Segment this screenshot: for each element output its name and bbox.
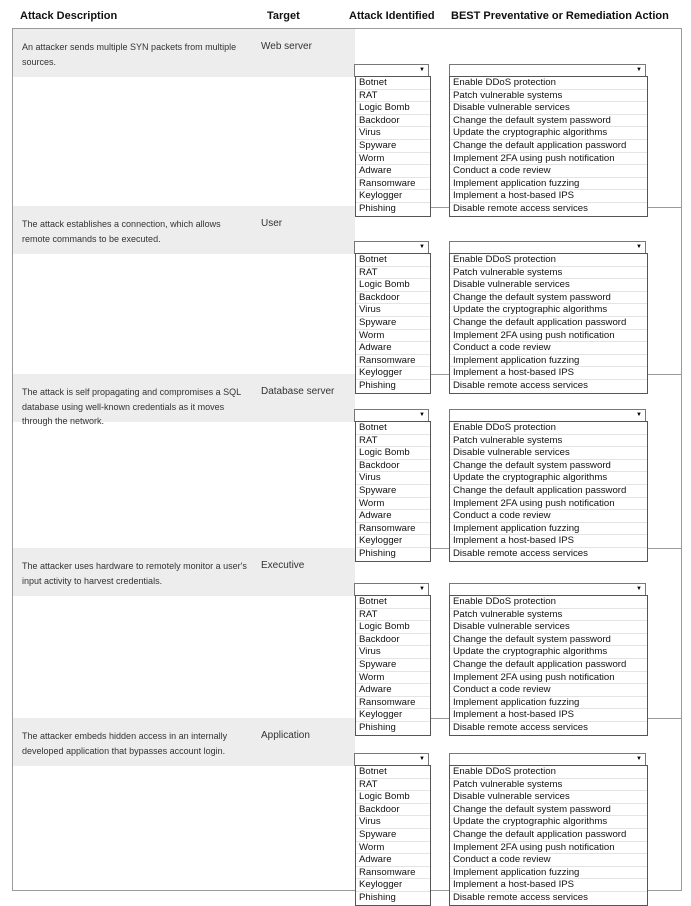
attack-option[interactable]: Ransomware <box>356 523 430 536</box>
attack-option[interactable]: Backdoor <box>356 804 430 817</box>
attack-option[interactable]: Phishing <box>359 891 396 903</box>
attack-option[interactable]: Phishing <box>359 721 396 733</box>
target-label: Executive <box>261 560 305 571</box>
action-option[interactable]: Patch vulnerable systems <box>450 90 647 103</box>
attack-option[interactable]: Virus <box>356 127 430 140</box>
action-option[interactable]: Disable vulnerable services <box>450 279 647 292</box>
attack-option[interactable]: Worm <box>356 330 430 343</box>
attack-option[interactable]: RAT <box>356 779 430 792</box>
action-option[interactable]: Disable remote access services <box>453 379 588 391</box>
attack-options-list <box>355 765 431 906</box>
attack-option[interactable]: Phishing <box>359 547 396 559</box>
action-option[interactable]: Disable remote access services <box>453 721 588 733</box>
attack-option[interactable]: Keylogger <box>356 190 430 203</box>
action-option[interactable]: Change the default application password <box>450 659 647 672</box>
attack-options-list <box>355 595 431 736</box>
action-option[interactable]: Enable DDoS protection <box>450 422 647 435</box>
attack-option[interactable]: Ransomware <box>356 178 430 191</box>
action-option[interactable]: Disable vulnerable services <box>450 791 647 804</box>
action-option[interactable]: Enable DDoS protection <box>450 766 647 779</box>
chevron-down-icon: ▼ <box>636 244 642 250</box>
attack-option[interactable]: Backdoor <box>356 460 430 473</box>
action-option[interactable]: Implement application fuzzing <box>450 355 647 368</box>
action-options-list <box>449 595 648 736</box>
attack-option[interactable]: Worm <box>356 498 430 511</box>
action-option[interactable]: Enable DDoS protection <box>450 596 647 609</box>
target-label: User <box>261 218 283 229</box>
action-option[interactable]: Update the cryptographic algorithms <box>450 127 647 140</box>
attack-option[interactable]: Botnet <box>356 422 430 435</box>
attack-description: The attack establishes a connection, which allows remote commands to be executed. <box>22 219 221 244</box>
attack-options-list <box>355 421 431 562</box>
attack-option[interactable]: Ransomware <box>356 697 430 710</box>
chevron-down-icon: ▼ <box>419 586 425 592</box>
action-option[interactable]: Implement application fuzzing <box>450 697 647 710</box>
chevron-down-icon: ▼ <box>636 67 642 73</box>
attack-option[interactable]: Spyware <box>356 829 430 842</box>
action-options-list <box>449 76 648 217</box>
question-row <box>12 718 682 903</box>
action-option[interactable]: Implement a host-based IPS <box>450 367 647 380</box>
attack-option[interactable]: Keylogger <box>356 535 430 548</box>
attack-description: The attacker embeds hidden access in an internally developed application that bypasses account login. <box>22 731 228 756</box>
action-option[interactable]: Update the cryptographic algorithms <box>450 472 647 485</box>
attack-description: The attack is self propagating and compromises a SQL database using well-known credentials as it moves through the network. <box>22 387 241 426</box>
attack-option[interactable]: Botnet <box>356 77 430 90</box>
attack-option[interactable]: Adware <box>356 165 430 178</box>
attack-option[interactable]: Spyware <box>356 659 430 672</box>
action-option[interactable]: Change the default application password <box>450 317 647 330</box>
attack-option[interactable]: Keylogger <box>356 709 430 722</box>
table-header <box>0 0 691 28</box>
attack-option[interactable]: Backdoor <box>356 115 430 128</box>
action-option[interactable]: Update the cryptographic algorithms <box>450 304 647 317</box>
action-option[interactable]: Implement a host-based IPS <box>450 879 647 892</box>
action-option[interactable]: Change the default application password <box>450 140 647 153</box>
attack-option[interactable]: Logic Bomb <box>356 791 430 804</box>
action-option[interactable]: Patch vulnerable systems <box>450 435 647 448</box>
action-option[interactable]: Disable vulnerable services <box>450 102 647 115</box>
attack-option[interactable]: Worm <box>356 672 430 685</box>
attack-description: The attacker uses hardware to remotely monitor a user's input activity to harvest credentials. <box>22 561 247 586</box>
attack-options-list <box>355 253 431 394</box>
chevron-down-icon: ▼ <box>419 412 425 418</box>
attack-option[interactable]: Botnet <box>356 254 430 267</box>
action-option[interactable]: Conduct a code review <box>450 165 647 178</box>
chevron-down-icon: ▼ <box>419 244 425 250</box>
attack-option[interactable]: Botnet <box>356 766 430 779</box>
target-label: Web server <box>261 41 312 52</box>
action-option[interactable]: Implement application fuzzing <box>450 867 647 880</box>
action-option[interactable]: Implement a host-based IPS <box>450 535 647 548</box>
attack-option[interactable]: Spyware <box>356 317 430 330</box>
attack-option[interactable]: Worm <box>356 842 430 855</box>
attack-option[interactable]: Logic Bomb <box>356 447 430 460</box>
action-option[interactable]: Implement application fuzzing <box>450 523 647 536</box>
attack-option[interactable]: Logic Bomb <box>356 621 430 634</box>
attack-option[interactable]: Backdoor <box>356 634 430 647</box>
action-option[interactable]: Implement 2FA using push notification <box>450 498 647 511</box>
action-option[interactable]: Disable vulnerable services <box>450 621 647 634</box>
header-attack-identified: Attack Identified <box>349 10 435 22</box>
attack-description: An attacker sends multiple SYN packets from multiple sources. <box>22 42 237 67</box>
action-option[interactable]: Disable vulnerable services <box>450 447 647 460</box>
attack-option[interactable]: RAT <box>356 609 430 622</box>
attack-option[interactable]: Spyware <box>356 485 430 498</box>
action-option[interactable]: Change the default system password <box>450 804 647 817</box>
action-option[interactable]: Implement a host-based IPS <box>450 190 647 203</box>
action-option[interactable]: Disable remote access services <box>453 891 588 903</box>
action-options-list <box>449 765 648 906</box>
chevron-down-icon: ▼ <box>419 756 425 762</box>
attack-options-list <box>355 76 431 217</box>
attack-option[interactable]: Keylogger <box>356 367 430 380</box>
action-option[interactable]: Change the default application password <box>450 485 647 498</box>
action-option[interactable]: Conduct a code review <box>450 854 647 867</box>
attack-option[interactable]: Backdoor <box>356 292 430 305</box>
attack-option[interactable]: Logic Bomb <box>356 102 430 115</box>
action-option[interactable]: Conduct a code review <box>450 342 647 355</box>
question-row <box>12 206 682 391</box>
question-row <box>12 548 682 733</box>
attack-option[interactable]: Worm <box>356 153 430 166</box>
action-option[interactable]: Implement 2FA using push notification <box>450 672 647 685</box>
attack-option[interactable]: Adware <box>356 684 430 697</box>
action-options-list <box>449 421 648 562</box>
action-option[interactable]: Enable DDoS protection <box>450 254 647 267</box>
attack-option[interactable]: Adware <box>356 510 430 523</box>
action-option[interactable]: Change the default application password <box>450 829 647 842</box>
attack-option[interactable]: Adware <box>356 854 430 867</box>
attack-option[interactable]: Virus <box>356 646 430 659</box>
action-option[interactable]: Conduct a code review <box>450 510 647 523</box>
action-option[interactable]: Enable DDoS protection <box>450 77 647 90</box>
attack-option[interactable]: Spyware <box>356 140 430 153</box>
attack-option[interactable]: RAT <box>356 435 430 448</box>
action-option[interactable]: Change the default system password <box>450 292 647 305</box>
action-option[interactable]: Implement 2FA using push notification <box>450 330 647 343</box>
header-target: Target <box>267 10 300 22</box>
attack-option[interactable]: Ransomware <box>356 867 430 880</box>
target-label: Application <box>261 730 310 741</box>
action-option[interactable]: Implement a host-based IPS <box>450 709 647 722</box>
chevron-down-icon: ▼ <box>636 586 642 592</box>
chevron-down-icon: ▼ <box>636 756 642 762</box>
action-option[interactable]: Patch vulnerable systems <box>450 779 647 792</box>
attack-option[interactable]: Adware <box>356 342 430 355</box>
action-option[interactable]: Patch vulnerable systems <box>450 267 647 280</box>
chevron-down-icon: ▼ <box>419 67 425 73</box>
action-option[interactable]: Disable remote access services <box>453 202 588 214</box>
action-options-list <box>449 253 648 394</box>
action-option[interactable]: Update the cryptographic algorithms <box>450 646 647 659</box>
attack-option[interactable]: RAT <box>356 267 430 280</box>
attack-option[interactable]: RAT <box>356 90 430 103</box>
action-option[interactable]: Change the default system password <box>450 115 647 128</box>
attack-option[interactable]: Phishing <box>359 202 396 214</box>
attack-option[interactable]: Phishing <box>359 379 396 391</box>
action-option[interactable]: Conduct a code review <box>450 684 647 697</box>
question-row <box>12 374 682 559</box>
attack-option[interactable]: Virus <box>356 472 430 485</box>
attack-option[interactable]: Ransomware <box>356 355 430 368</box>
action-option[interactable]: Implement application fuzzing <box>450 178 647 191</box>
header-attack-description: Attack Description <box>20 10 118 22</box>
action-option[interactable]: Patch vulnerable systems <box>450 609 647 622</box>
action-option[interactable]: Implement 2FA using push notification <box>450 153 647 166</box>
question-row <box>12 28 682 214</box>
header-best-action: BEST Preventative or Remediation Action <box>451 10 669 22</box>
action-option[interactable]: Disable remote access services <box>453 547 588 559</box>
action-option[interactable]: Update the cryptographic algorithms <box>450 816 647 829</box>
action-option[interactable]: Change the default system password <box>450 634 647 647</box>
target-label: Database server <box>261 386 335 397</box>
attack-option[interactable]: Keylogger <box>356 879 430 892</box>
attack-option[interactable]: Virus <box>356 304 430 317</box>
attack-option[interactable]: Logic Bomb <box>356 279 430 292</box>
action-option[interactable]: Implement 2FA using push notification <box>450 842 647 855</box>
attack-option[interactable]: Virus <box>356 816 430 829</box>
attack-option[interactable]: Botnet <box>356 596 430 609</box>
action-option[interactable]: Change the default system password <box>450 460 647 473</box>
chevron-down-icon: ▼ <box>636 412 642 418</box>
